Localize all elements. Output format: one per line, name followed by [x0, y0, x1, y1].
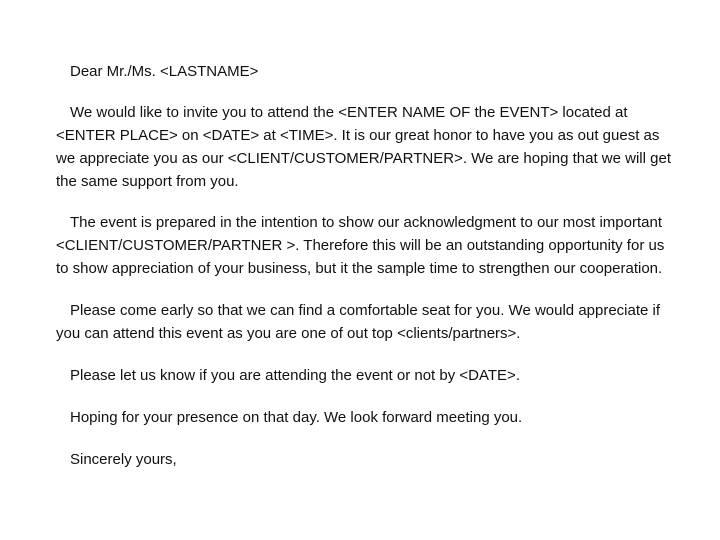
- letter-paragraph-rsvp: Please let us know if you are attending the event or not by <DATE>.: [70, 367, 520, 384]
- letter-paragraph-hope: Hoping for your presence on that day. We look forward meeting you.: [70, 409, 523, 426]
- letter-paragraph-invitation: We would like to invite you to attend the <ENTER NAME OF the EVENT> located at <ENTER PLACE> on <DATE> at <TIME>. It is our great honor to have you as out guest as we appreciate you as our <CLIENT/CUSTOMER/PARTNER>. We are hoping that we will get the same support from you.: [56, 104, 671, 190]
- letter-closing: Sincerely yours,: [70, 451, 177, 468]
- letter-paragraph-purpose: The event is prepared in the intention to show our acknowledgment to our most important <CLIENT/CUSTOMER/PARTNER >. Therefore this will be an outstanding opportunity for us to show appreciation of your business, but it the sample time to strengthen our cooperation.: [56, 214, 665, 277]
- invitation-letter: [56, 60, 680, 471]
- letter-greeting: Dear Mr./Ms. <LASTNAME>: [70, 63, 259, 80]
- letter-paragraph-arrival: Please come early so that we can find a comfortable seat for you. We would appreciate if you can attend this event as you are one of out top <clients/partners>.: [56, 302, 661, 342]
